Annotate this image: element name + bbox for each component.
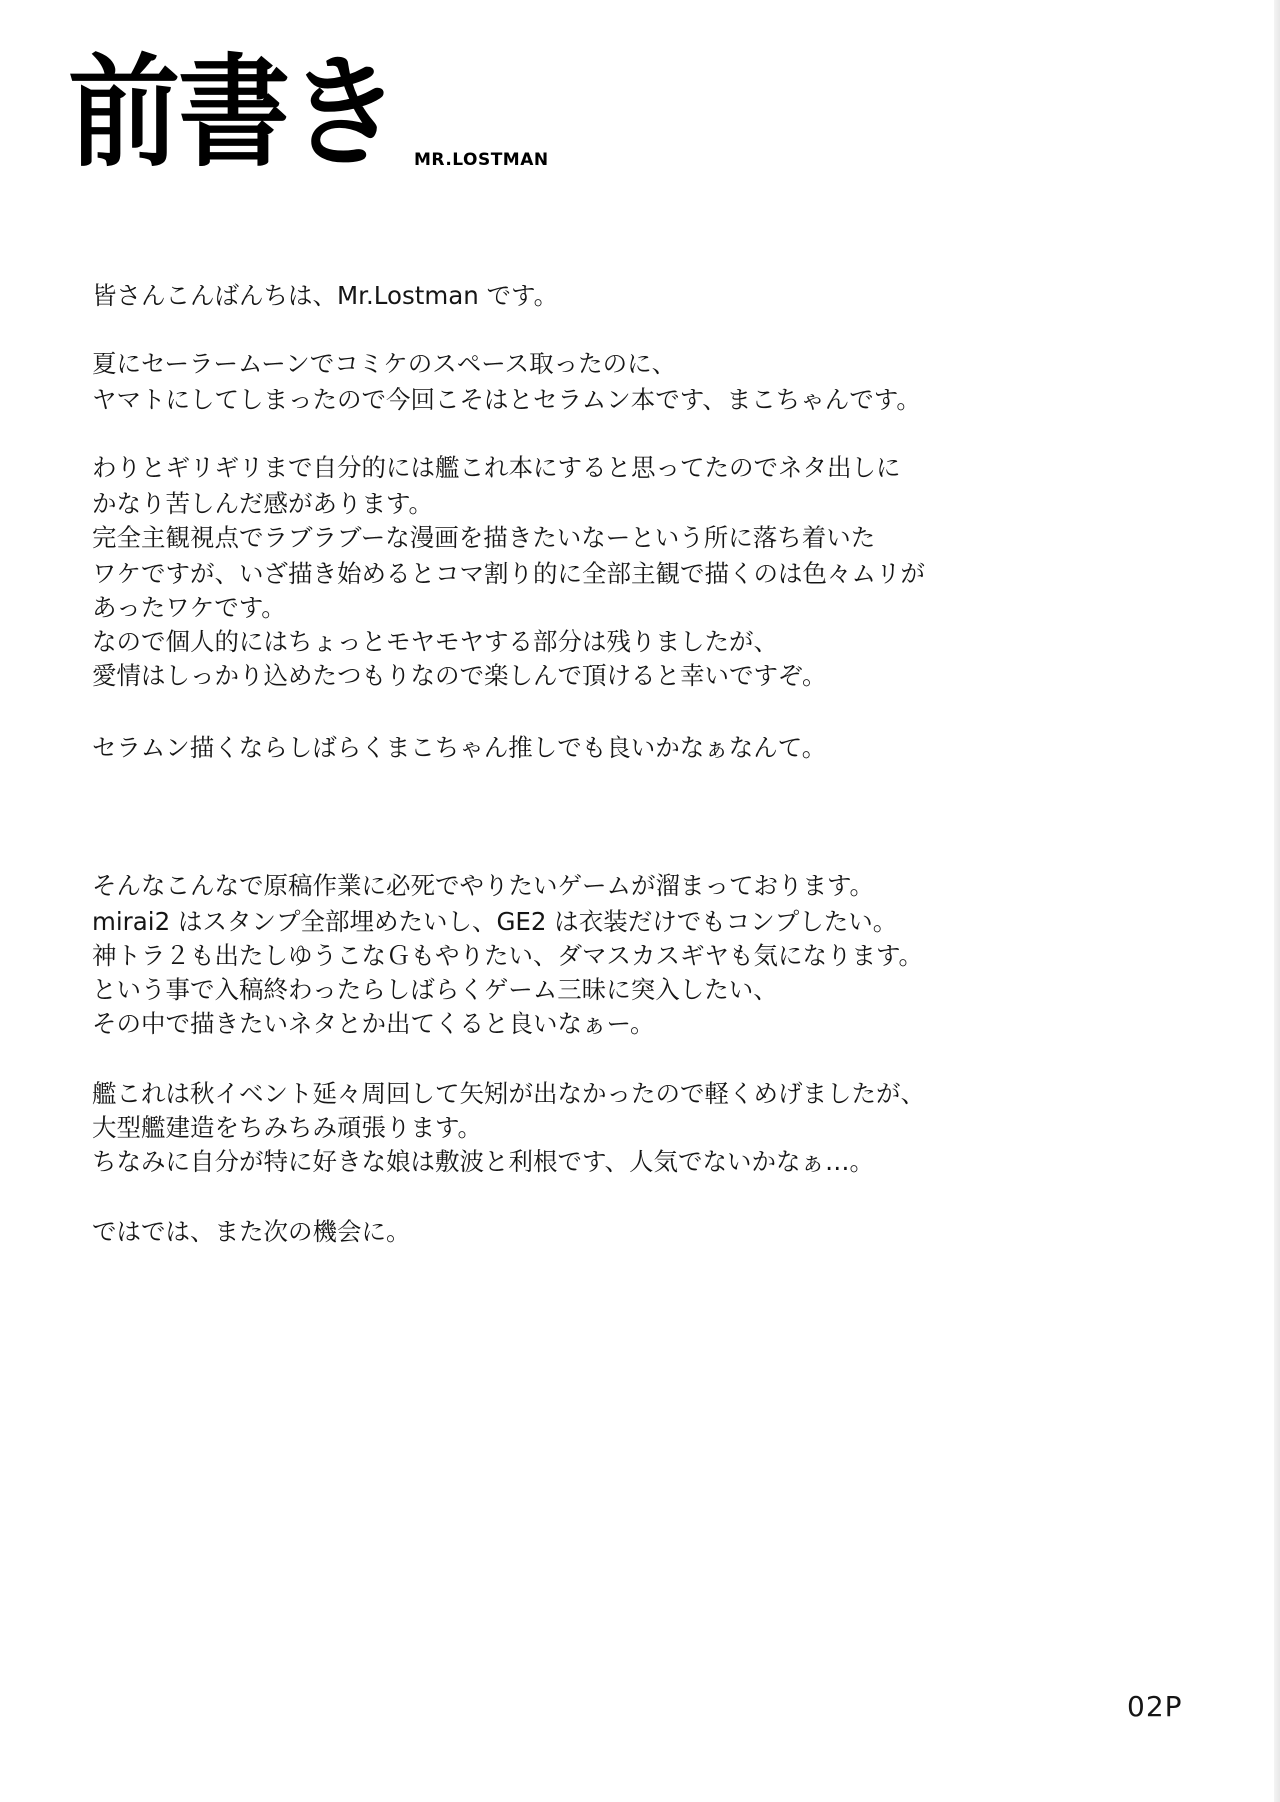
text-line: 愛情はしっかり込めたつもりなので楽しんで頂けると幸いですぞ。 [92,661,827,690]
text-line: 皆さんこんばんちは、Mr.Lostman です。 [92,281,559,310]
text-line: なので個人的にはちょっとモヤモヤする部分は残りましたが、 [92,627,778,656]
text-line: ワケですが、いざ描き始めるとコマ割り的に全部主観で描くのは色々ムリが [92,559,925,588]
text-line: セラムン描くならしばらくまこちゃん推しでも良いかなぁなんて。 [92,733,827,762]
text-line: わりとギリギリまで自分的には艦これ本にすると思ってたのでネタ出しに [92,453,901,482]
text-line: あったワケです。 [92,593,286,622]
page-number: 02P [1127,1690,1183,1723]
text-line: かなり苦しんだ感があります。 [92,489,434,518]
text-line: 神トラ２も出たしゆうこなＧもやりたい、ダマスカスギヤも気になります。 [92,941,924,970]
text-line: という事で入稿終わったらしばらくゲーム三昧に突入したい、 [92,975,778,1004]
text-line: 大型艦建造をちみちみ頑張ります。 [92,1113,483,1142]
text-line: ヤマトにしてしまったので今回こそはとセラムン本です、まこちゃんです。 [92,385,921,414]
text-line: そんなこんなで原稿作業に必死でやりたいゲームが溜まっております。 [92,871,875,900]
text-line: 完全主観視点でラブラブーな漫画を描きたいなーという所に落ち着いた [92,523,876,552]
page-edge [1274,0,1280,1802]
text-line: 夏にセーラームーンでコミケのスペース取ったのに、 [92,349,677,378]
author-name: MR.LOSTMAN [414,150,549,170]
text-line: 艦これは秋イベント延々周回して矢矧が出なかったので軽くめげましたが、 [92,1079,925,1108]
text-line: その中で描きたいネタとか出てくると良いなぁー。 [92,1009,655,1038]
text-line: ちなみに自分が特に好きな娘は敷波と利根です、人気でないかなぁ…。 [92,1147,875,1176]
text-line: mirai2 はスタンプ全部埋めたいし、GE2 は衣装だけでもコンプしたい。 [92,907,898,936]
page-header [68,43,549,184]
page-title: 前書き [68,43,398,184]
text-line: ではでは、また次の機会に。 [92,1217,411,1246]
